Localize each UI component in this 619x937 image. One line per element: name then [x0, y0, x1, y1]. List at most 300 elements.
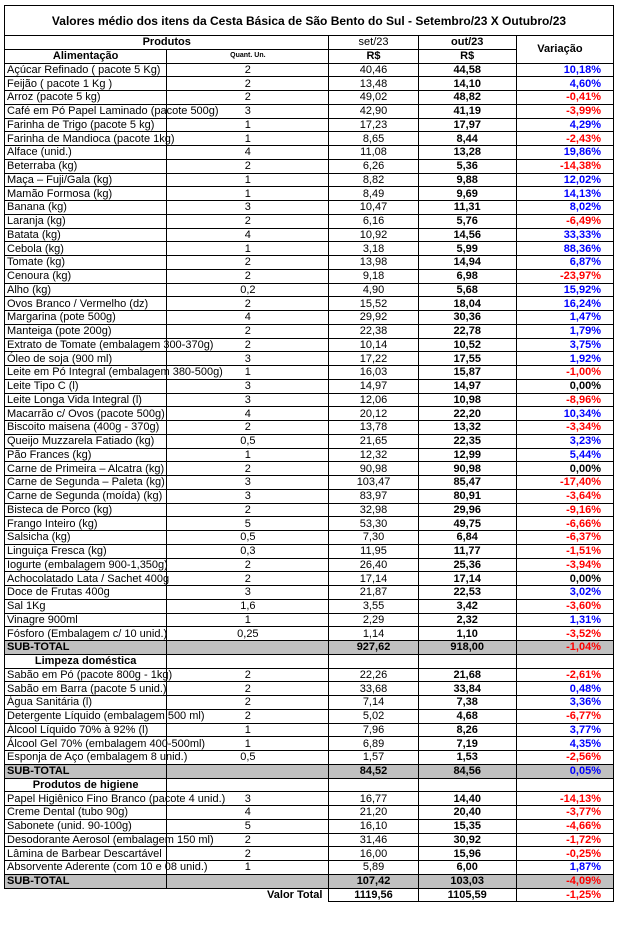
item-out-price: 13,32	[418, 421, 516, 435]
item-quantity: 1	[167, 448, 329, 462]
subtotal-variation: -4,09%	[516, 874, 613, 888]
item-variation: -6,49%	[516, 214, 613, 228]
item-quantity: 2	[167, 709, 329, 723]
table-row	[5, 448, 614, 462]
item-quantity: 5	[167, 517, 329, 531]
item-set-price: 17,23	[329, 118, 418, 132]
item-set-price: 53,30	[329, 517, 418, 531]
item-quantity: 4	[167, 407, 329, 421]
item-out-price: 17,55	[418, 352, 516, 366]
item-name: Alho (kg)	[5, 283, 167, 297]
table-row	[5, 91, 614, 105]
price-table	[4, 35, 614, 902]
item-set-price: 21,20	[329, 806, 418, 820]
table-row	[5, 201, 614, 215]
item-quantity: 2	[167, 503, 329, 517]
item-set-price: 6,26	[329, 159, 418, 173]
item-quantity: 2	[167, 682, 329, 696]
section-empty-cell	[516, 654, 613, 668]
section-title: Produtos de higiene	[5, 778, 167, 792]
item-out-price: 1,53	[418, 751, 516, 765]
item-variation: -1,72%	[516, 833, 613, 847]
subtotal-out: 103,03	[418, 874, 516, 888]
table-row	[5, 256, 614, 270]
item-name: Manteiga (pote 200g)	[5, 324, 167, 338]
subtotal-empty-cell	[167, 764, 329, 778]
item-variation: -3,34%	[516, 421, 613, 435]
item-variation: 88,36%	[516, 242, 613, 256]
item-out-price: 20,40	[418, 806, 516, 820]
item-out-price: 15,35	[418, 819, 516, 833]
item-out-price: 8,26	[418, 723, 516, 737]
item-name: Alface (unid.)	[5, 146, 167, 160]
item-out-price: 9,69	[418, 187, 516, 201]
subtotal-label: SUB-TOTAL	[5, 874, 167, 888]
item-name: Carne de Segunda (moída) (kg)	[5, 489, 167, 503]
table-row	[5, 613, 614, 627]
item-variation: -3,99%	[516, 104, 613, 118]
item-quantity: 2	[167, 558, 329, 572]
item-quantity: 3	[167, 201, 329, 215]
item-set-price: 49,02	[329, 91, 418, 105]
produtos-header: Produtos	[5, 36, 329, 50]
table-row	[5, 558, 614, 572]
item-variation: -1,51%	[516, 544, 613, 558]
item-variation: -9,16%	[516, 503, 613, 517]
table-row	[5, 269, 614, 283]
table-row	[5, 531, 614, 545]
item-variation: -14,38%	[516, 159, 613, 173]
item-set-price: 16,10	[329, 819, 418, 833]
item-out-price: 5,76	[418, 214, 516, 228]
table-row	[5, 847, 614, 861]
table-row	[5, 434, 614, 448]
table-row	[5, 214, 614, 228]
item-quantity: 1	[167, 861, 329, 875]
table-row	[5, 792, 614, 806]
item-out-price: 5,99	[418, 242, 516, 256]
item-variation: -3,64%	[516, 489, 613, 503]
item-set-price: 10,14	[329, 338, 418, 352]
item-out-price: 5,68	[418, 283, 516, 297]
item-variation: 4,60%	[516, 77, 613, 91]
item-variation: -2,61%	[516, 668, 613, 682]
header-row-1	[5, 36, 614, 50]
item-variation: -6,37%	[516, 531, 613, 545]
section-empty-cell	[329, 778, 418, 792]
item-name: Óleo de soja (900 ml)	[5, 352, 167, 366]
subtotal-row	[5, 641, 614, 655]
item-out-price: 10,98	[418, 393, 516, 407]
item-quantity: 1	[167, 366, 329, 380]
item-quantity: 2	[167, 77, 329, 91]
section-empty-cell	[418, 654, 516, 668]
item-variation: -8,96%	[516, 393, 613, 407]
page-title: Valores médio dos itens da Cesta Básica de São Bento do Sul - Setembro/23 X Outubro/23	[4, 5, 614, 35]
table-row	[5, 572, 614, 586]
item-set-price: 21,87	[329, 586, 418, 600]
item-out-price: 49,75	[418, 517, 516, 531]
item-set-price: 8,65	[329, 132, 418, 146]
item-set-price: 4,90	[329, 283, 418, 297]
item-variation: -0,25%	[516, 847, 613, 861]
item-name: Leite Longa Vida Integral (l)	[5, 393, 167, 407]
item-out-price: 1,10	[418, 627, 516, 641]
item-out-price: 7,19	[418, 737, 516, 751]
item-variation: 3,75%	[516, 338, 613, 352]
item-name: Sabão em Pó (pacote 800g - 1kg)	[5, 668, 167, 682]
item-variation: 1,31%	[516, 613, 613, 627]
total-set: 1119,56	[329, 888, 418, 902]
item-name: Sabonete (unid. 90-100g)	[5, 819, 167, 833]
table-row	[5, 146, 614, 160]
item-name: Fósforo (Embalagem c/ 10 unid.)	[5, 627, 167, 641]
item-name: Batata (kg)	[5, 228, 167, 242]
item-set-price: 12,06	[329, 393, 418, 407]
item-quantity: 2	[167, 696, 329, 710]
item-set-price: 1,14	[329, 627, 418, 641]
section-header-row	[5, 778, 614, 792]
item-name: Extrato de Tomate (embalagem 300-370g)	[5, 338, 167, 352]
item-out-price: 15,96	[418, 847, 516, 861]
item-set-price: 16,00	[329, 847, 418, 861]
subtotal-set: 927,62	[329, 641, 418, 655]
item-variation: 10,34%	[516, 407, 613, 421]
item-out-price: 14,10	[418, 77, 516, 91]
item-quantity: 2	[167, 269, 329, 283]
table-row	[5, 751, 614, 765]
item-set-price: 32,98	[329, 503, 418, 517]
item-variation: 8,02%	[516, 201, 613, 215]
item-name: Esponja de Aço (embalagem 8 unid.)	[5, 751, 167, 765]
item-out-price: 18,04	[418, 297, 516, 311]
item-variation: 0,00%	[516, 462, 613, 476]
table-row	[5, 709, 614, 723]
item-quantity: 2	[167, 91, 329, 105]
table-row	[5, 586, 614, 600]
item-variation: 14,13%	[516, 187, 613, 201]
item-quantity: 1	[167, 173, 329, 187]
table-row	[5, 421, 614, 435]
total-label: Valor Total	[267, 889, 323, 902]
item-variation: -0,41%	[516, 91, 613, 105]
item-quantity: 3	[167, 352, 329, 366]
section-empty-cell	[418, 778, 516, 792]
item-name: Álcool Gel 70% (embalagem 400-500ml)	[5, 737, 167, 751]
item-variation: 1,79%	[516, 324, 613, 338]
item-variation: 3,23%	[516, 434, 613, 448]
item-set-price: 22,26	[329, 668, 418, 682]
item-out-price: 7,38	[418, 696, 516, 710]
item-quantity: 3	[167, 476, 329, 490]
subtotal-label: SUB-TOTAL	[5, 764, 167, 778]
variacao-header: Variação	[516, 36, 613, 64]
item-variation: -2,43%	[516, 132, 613, 146]
item-quantity: 1	[167, 242, 329, 256]
item-out-price: 22,20	[418, 407, 516, 421]
out-header: out/23	[418, 36, 516, 50]
item-variation: 0,00%	[516, 379, 613, 393]
item-set-price: 9,18	[329, 269, 418, 283]
item-name: Salsicha (kg)	[5, 531, 167, 545]
item-quantity: 0,5	[167, 751, 329, 765]
item-quantity: 2	[167, 847, 329, 861]
item-set-price: 7,14	[329, 696, 418, 710]
subtotal-set: 84,52	[329, 764, 418, 778]
item-set-price: 17,14	[329, 572, 418, 586]
out-currency-header: R$	[418, 49, 516, 63]
section-empty-cell	[516, 778, 613, 792]
item-variation: 12,02%	[516, 173, 613, 187]
table-row	[5, 352, 614, 366]
table-row	[5, 668, 614, 682]
table-row	[5, 407, 614, 421]
item-set-price: 13,78	[329, 421, 418, 435]
item-name: Leite em Pó Integral (embalagem 380-500g)	[5, 366, 167, 380]
table-row	[5, 682, 614, 696]
table-row	[5, 173, 614, 187]
item-variation: 3,77%	[516, 723, 613, 737]
item-name: Achocolatado Lata / Sachet 400g	[5, 572, 167, 586]
table-row	[5, 517, 614, 531]
item-quantity: 1	[167, 737, 329, 751]
item-out-price: 85,47	[418, 476, 516, 490]
item-quantity: 1	[167, 723, 329, 737]
subtotal-out: 918,00	[418, 641, 516, 655]
item-set-price: 40,46	[329, 63, 418, 77]
item-variation: 19,86%	[516, 146, 613, 160]
table-row	[5, 159, 614, 173]
item-quantity: 0,2	[167, 283, 329, 297]
item-quantity: 3	[167, 586, 329, 600]
item-name: Absorvente Aderente (com 10 e 08 unid.)	[5, 861, 167, 875]
item-set-price: 10,47	[329, 201, 418, 215]
item-name: Doce de Frutas 400g	[5, 586, 167, 600]
subtotal-out: 84,56	[418, 764, 516, 778]
item-variation: -3,52%	[516, 627, 613, 641]
item-out-price: 12,99	[418, 448, 516, 462]
alimentacao-header: Alimentação	[5, 49, 167, 63]
item-set-price: 10,92	[329, 228, 418, 242]
item-quantity: 2	[167, 572, 329, 586]
item-out-price: 2,32	[418, 613, 516, 627]
item-quantity: 2	[167, 256, 329, 270]
item-out-price: 5,36	[418, 159, 516, 173]
item-name: Mamão Formosa (kg)	[5, 187, 167, 201]
item-name: Café em Pó Papel Laminado (pacote 500g)	[5, 104, 167, 118]
section-empty-cell	[329, 654, 418, 668]
item-quantity: 2	[167, 338, 329, 352]
item-set-price: 17,22	[329, 352, 418, 366]
item-out-price: 11,77	[418, 544, 516, 558]
item-variation: 16,24%	[516, 297, 613, 311]
item-variation: 1,92%	[516, 352, 613, 366]
item-name: Carne de Primeira – Alcatra (kg)	[5, 462, 167, 476]
item-out-price: 80,91	[418, 489, 516, 503]
item-name: Açúcar Refinado ( pacote 5 Kg)	[5, 63, 167, 77]
item-set-price: 6,16	[329, 214, 418, 228]
item-out-price: 13,28	[418, 146, 516, 160]
total-out: 1105,59	[418, 888, 516, 902]
item-name: Farinha de Trigo (pacote 5 kg)	[5, 118, 167, 132]
item-out-price: 10,52	[418, 338, 516, 352]
item-quantity: 2	[167, 297, 329, 311]
item-variation: 1,87%	[516, 861, 613, 875]
item-set-price: 1,57	[329, 751, 418, 765]
item-variation: -6,66%	[516, 517, 613, 531]
total-variation: -1,25%	[516, 888, 613, 902]
item-set-price: 2,29	[329, 613, 418, 627]
item-name: Maça – Fuji/Gala (kg)	[5, 173, 167, 187]
item-name: Detergente Líquido (embalagem 500 ml)	[5, 709, 167, 723]
item-set-price: 31,46	[329, 833, 418, 847]
price-table-sheet	[4, 5, 614, 902]
item-set-price: 5,89	[329, 861, 418, 875]
subtotal-empty-cell	[167, 641, 329, 655]
subtotal-row	[5, 874, 614, 888]
item-out-price: 30,36	[418, 311, 516, 325]
item-out-price: 90,98	[418, 462, 516, 476]
item-set-price: 90,98	[329, 462, 418, 476]
table-row	[5, 187, 614, 201]
item-variation: -3,60%	[516, 599, 613, 613]
item-set-price: 15,52	[329, 297, 418, 311]
item-name: Sabão em Barra (pacote 5 unid.)	[5, 682, 167, 696]
item-set-price: 42,90	[329, 104, 418, 118]
table-row	[5, 737, 614, 751]
item-quantity: 2	[167, 159, 329, 173]
table-row	[5, 489, 614, 503]
item-name: Leite Tipo C (l)	[5, 379, 167, 393]
item-quantity: 2	[167, 324, 329, 338]
subtotal-row	[5, 764, 614, 778]
item-set-price: 16,77	[329, 792, 418, 806]
item-set-price: 7,96	[329, 723, 418, 737]
table-row	[5, 544, 614, 558]
table-row	[5, 861, 614, 875]
item-variation: -3,77%	[516, 806, 613, 820]
item-quantity: 2	[167, 214, 329, 228]
table-row	[5, 723, 614, 737]
table-body	[5, 63, 614, 902]
item-out-price: 22,53	[418, 586, 516, 600]
table-row	[5, 833, 614, 847]
subtotal-set: 107,42	[329, 874, 418, 888]
item-variation: -3,94%	[516, 558, 613, 572]
section-empty-cell	[167, 654, 329, 668]
table-row	[5, 324, 614, 338]
item-quantity: 0,25	[167, 627, 329, 641]
table-row	[5, 104, 614, 118]
item-quantity: 2	[167, 668, 329, 682]
item-name: Laranja (kg)	[5, 214, 167, 228]
item-set-price: 22,38	[329, 324, 418, 338]
item-out-price: 22,35	[418, 434, 516, 448]
item-quantity: 2	[167, 833, 329, 847]
item-quantity: 3	[167, 104, 329, 118]
item-name: Margarina (pote 500g)	[5, 311, 167, 325]
item-name: Sal 1Kg	[5, 599, 167, 613]
table-row	[5, 77, 614, 91]
item-out-price: 17,14	[418, 572, 516, 586]
item-quantity: 3	[167, 489, 329, 503]
item-name: Papel Higiênico Fino Branco (pacote 4 unid.)	[5, 792, 167, 806]
item-out-price: 14,56	[418, 228, 516, 242]
item-out-price: 6,98	[418, 269, 516, 283]
item-quantity: 3	[167, 393, 329, 407]
item-quantity: 0,3	[167, 544, 329, 558]
item-variation: 3,02%	[516, 586, 613, 600]
item-variation: -17,40%	[516, 476, 613, 490]
item-variation: 5,44%	[516, 448, 613, 462]
item-set-price: 3,18	[329, 242, 418, 256]
table-row	[5, 338, 614, 352]
item-variation: 33,33%	[516, 228, 613, 242]
item-name: Macarrão c/ Ovos (pacote 500g)	[5, 407, 167, 421]
item-out-price: 14,97	[418, 379, 516, 393]
item-variation: -6,77%	[516, 709, 613, 723]
item-set-price: 13,98	[329, 256, 418, 270]
item-variation: 1,47%	[516, 311, 613, 325]
table-row	[5, 462, 614, 476]
item-name: Vinagre 900ml	[5, 613, 167, 627]
item-name: Creme Dental (tubo 90g)	[5, 806, 167, 820]
item-set-price: 29,92	[329, 311, 418, 325]
item-out-price: 17,97	[418, 118, 516, 132]
item-out-price: 44,58	[418, 63, 516, 77]
item-quantity: 1	[167, 118, 329, 132]
quant-header: Quant. Un.	[167, 49, 329, 63]
item-set-price: 16,03	[329, 366, 418, 380]
item-name: Biscoito maisena (400g - 370g)	[5, 421, 167, 435]
item-quantity: 4	[167, 806, 329, 820]
section-empty-cell	[167, 778, 329, 792]
item-set-price: 103,47	[329, 476, 418, 490]
item-set-price: 20,12	[329, 407, 418, 421]
item-out-price: 14,94	[418, 256, 516, 270]
item-variation: 6,87%	[516, 256, 613, 270]
item-out-price: 15,87	[418, 366, 516, 380]
item-quantity: 1	[167, 187, 329, 201]
item-set-price: 11,95	[329, 544, 418, 558]
table-row	[5, 132, 614, 146]
item-name: Carne de Segunda – Paleta (kg)	[5, 476, 167, 490]
item-name: Ovos Branco / Vermelho (dz)	[5, 297, 167, 311]
item-name: Bisteca de Porco (kg)	[5, 503, 167, 517]
table-row	[5, 393, 614, 407]
item-variation: -4,66%	[516, 819, 613, 833]
item-variation: -1,00%	[516, 366, 613, 380]
item-variation: 10,18%	[516, 63, 613, 77]
item-variation: 3,36%	[516, 696, 613, 710]
item-name: Pão Frances (kg)	[5, 448, 167, 462]
item-set-price: 11,08	[329, 146, 418, 160]
item-out-price: 14,40	[418, 792, 516, 806]
item-set-price: 13,48	[329, 77, 418, 91]
item-set-price: 33,68	[329, 682, 418, 696]
item-quantity: 3	[167, 379, 329, 393]
item-out-price: 30,92	[418, 833, 516, 847]
item-out-price: 29,96	[418, 503, 516, 517]
item-out-price: 22,78	[418, 324, 516, 338]
item-name: Queijo Muzzarela Fatiado (kg)	[5, 434, 167, 448]
item-set-price: 26,40	[329, 558, 418, 572]
item-set-price: 14,97	[329, 379, 418, 393]
item-variation: 15,92%	[516, 283, 613, 297]
table-row	[5, 503, 614, 517]
table-row	[5, 599, 614, 613]
item-quantity: 0,5	[167, 531, 329, 545]
